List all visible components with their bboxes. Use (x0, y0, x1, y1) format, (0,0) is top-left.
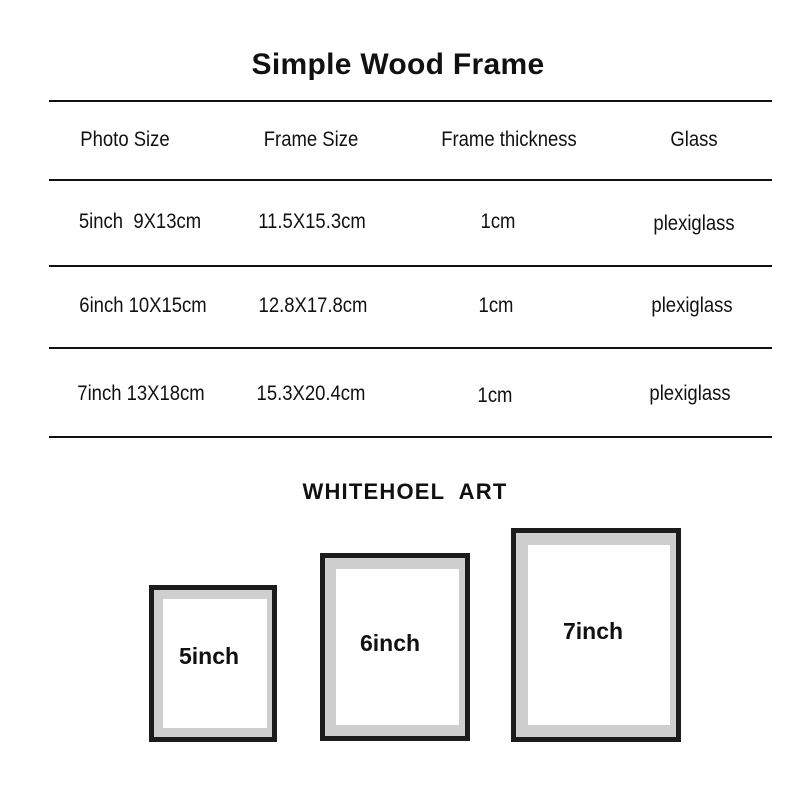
header-frame-thickness: Frame thickness (441, 128, 577, 151)
page-title: Simple Wood Frame (251, 48, 545, 81)
cell-glass: plexiglass (651, 294, 733, 317)
header-frame-size: Frame Size (263, 128, 359, 151)
cell-frame-thickness: 1cm (478, 294, 514, 317)
header-photo-size: Photo Size (80, 128, 170, 151)
header-glass: Glass (670, 128, 718, 151)
frame-5inch (149, 585, 277, 742)
cell-photo-size: 6inch 10X15cm (79, 294, 207, 317)
frame-label: 7inch (563, 618, 624, 644)
frame-label: 5inch (179, 643, 240, 669)
cell-frame-size: 11.5X15.3cm (258, 210, 366, 233)
table-row-rule (49, 265, 772, 267)
table-bottom-rule (49, 436, 772, 438)
table-row-rule (49, 347, 772, 349)
cell-glass: plexiglass (649, 382, 731, 405)
frame-6inch (320, 553, 470, 741)
cell-glass: plexiglass (653, 212, 735, 235)
cell-photo-size: 7inch 13X18cm (77, 382, 205, 405)
cell-photo-size: 5inch 9X13cm (78, 210, 202, 233)
brand-name: WHITEHOEL ART (302, 479, 508, 504)
cell-frame-thickness: 1cm (477, 384, 513, 407)
cell-frame-size: 12.8X17.8cm (258, 294, 368, 317)
cell-frame-size: 15.3X20.4cm (256, 382, 366, 405)
table-top-rule (49, 100, 772, 102)
cell-frame-thickness: 1cm (480, 210, 516, 233)
frame-label: 6inch (360, 630, 421, 656)
table-header-rule (49, 179, 772, 181)
frame-7inch (511, 528, 681, 742)
